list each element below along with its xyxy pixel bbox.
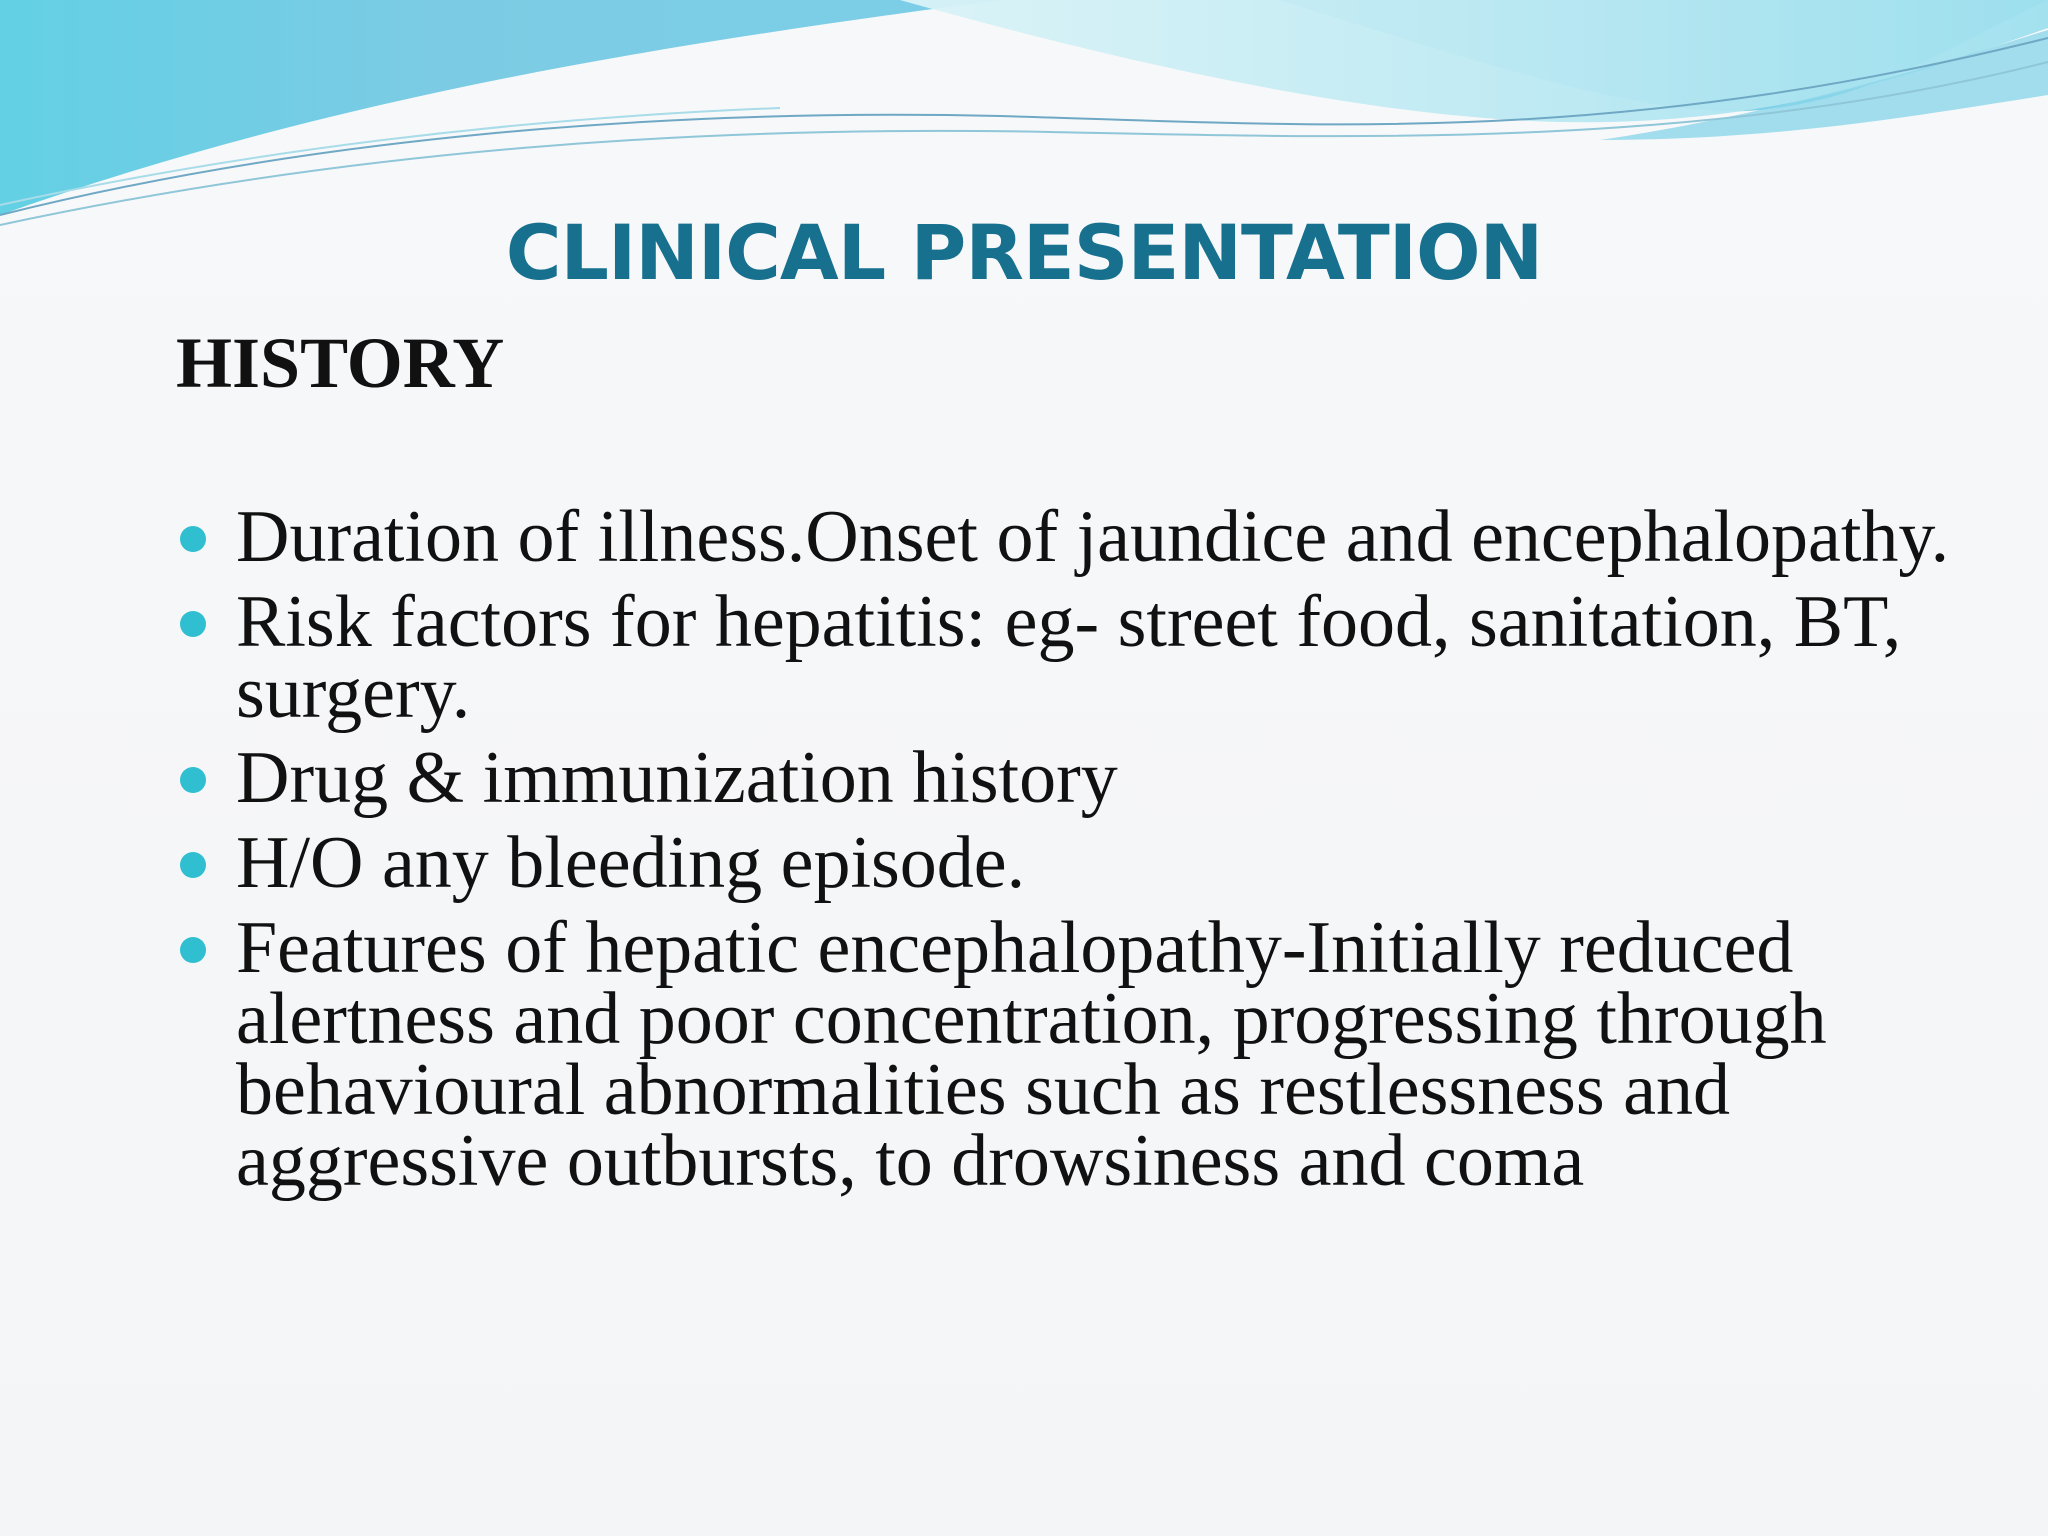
bullet-text: H/O any bleeding episode.	[236, 822, 1026, 904]
bullet-dot-icon	[180, 611, 206, 637]
bullet-text: Features of hepatic encephalopathy-Initially reduced alertness and poor concentration, progressing through behavioural abnormalities such as restlessness and aggressive outbursts, to drowsiness and coma	[236, 907, 1827, 1202]
bullet-text: Drug & immunization history	[236, 737, 1118, 819]
bullet-text: Duration of illness.Onset of jaundice and encephalopathy.	[236, 496, 1950, 578]
bullet-item	[176, 907, 2006, 1202]
bullet-dot-icon	[180, 526, 206, 552]
bullet-list	[176, 496, 2006, 1211]
bullet-dot-icon	[180, 937, 206, 963]
bullet-dot-icon	[180, 767, 206, 793]
bullet-item	[176, 581, 2006, 734]
bullet-text: Risk factors for hepatitis: eg- street food, sanitation, BT, surgery.	[236, 581, 1902, 734]
section-heading: HISTORY	[176, 323, 505, 403]
bullet-item	[176, 496, 2006, 578]
bullet-dot-icon	[180, 852, 206, 878]
slide-title: CLINICAL PRESENTATION	[505, 208, 1543, 297]
bullet-item	[176, 822, 2006, 904]
bullet-item	[176, 737, 2006, 819]
